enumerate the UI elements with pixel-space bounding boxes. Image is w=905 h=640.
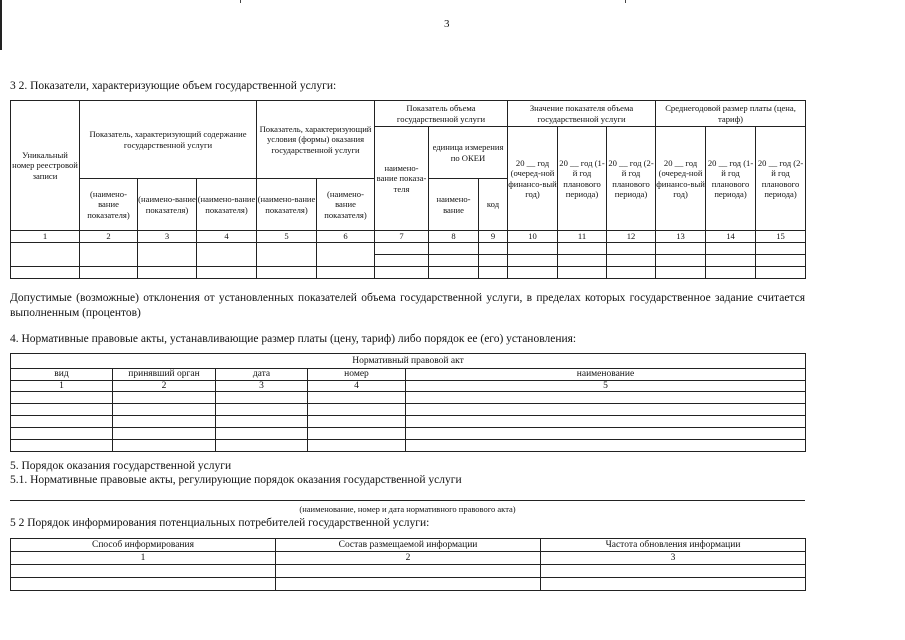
table-cell[interactable] <box>308 404 406 416</box>
table-cell[interactable] <box>508 255 558 267</box>
table-cell[interactable] <box>656 255 706 267</box>
table-cell[interactable] <box>756 267 806 279</box>
column-number: 7 <box>375 231 429 243</box>
header-indicator-name: наимено-вание показа-теля <box>375 127 429 231</box>
header-sub-indicator-name: (наимено-вание показателя) <box>80 179 138 231</box>
column-number: 10 <box>508 231 558 243</box>
table-cell[interactable] <box>756 243 806 255</box>
table-cell[interactable] <box>113 416 216 428</box>
table-cell[interactable] <box>11 404 113 416</box>
table-cell[interactable] <box>276 565 541 578</box>
table-cell[interactable] <box>541 578 806 591</box>
header-sub-indicator-name: (наимено-вание показателя) <box>317 179 375 231</box>
header-content-indicator: Показатель, характеризующий содержание государственной услуги <box>80 101 257 179</box>
table-cell[interactable] <box>429 267 479 279</box>
table-cell[interactable] <box>216 416 308 428</box>
table-cell[interactable] <box>558 255 607 267</box>
table-cell[interactable] <box>276 578 541 591</box>
table-cell[interactable] <box>558 243 607 255</box>
header-plan-year-1: 20 __ год (1-й год планового периода) <box>706 127 756 231</box>
header-current-year: 20 __ год (очеред-ной финансо-вый год) <box>508 127 558 231</box>
table-cell[interactable] <box>429 243 479 255</box>
column-number: 1 <box>11 552 276 565</box>
page-number: 3 <box>444 18 450 30</box>
column-number: 9 <box>479 231 508 243</box>
header-plan-year-1: 20 __ год (1-й год планового периода) <box>558 127 607 231</box>
table-cell[interactable] <box>406 392 806 404</box>
table-cell[interactable] <box>706 255 756 267</box>
table-cell[interactable] <box>80 243 138 267</box>
header-okei-name: наимено-вание <box>429 179 479 231</box>
table-cell[interactable] <box>113 392 216 404</box>
header-volume-indicator: Показатель объема государственной услуги <box>375 101 508 127</box>
column-number: 8 <box>429 231 479 243</box>
table-cell[interactable] <box>308 416 406 428</box>
table-cell[interactable] <box>257 267 317 279</box>
column-number: 2 <box>80 231 138 243</box>
table-cell[interactable] <box>656 267 706 279</box>
table-cell[interactable] <box>541 565 806 578</box>
header-plan-year-2: 20 __ год (2-й год планового периода) <box>607 127 656 231</box>
column-header: Способ информирования <box>11 539 276 552</box>
table-cell[interactable] <box>558 267 607 279</box>
header-volume-value: Значение показателя объема государственной услуги <box>508 101 656 127</box>
deviation-text: Допустимые (возможные) отклонения от установленных показателей объема государственной услуги, в пределах которых государственное задание считается выполненным (процентов) <box>10 292 805 319</box>
column-number: 5 <box>406 380 806 392</box>
top-margin-mark <box>625 0 626 3</box>
column-number: 15 <box>756 231 806 243</box>
table-cell[interactable] <box>508 243 558 255</box>
table-cell[interactable] <box>607 255 656 267</box>
table-cell[interactable] <box>197 243 257 267</box>
table-cell[interactable] <box>317 267 375 279</box>
table-cell[interactable] <box>308 428 406 440</box>
section-5-title: 5. Порядок оказания государственной услуги <box>10 460 232 472</box>
table-cell[interactable] <box>113 440 216 452</box>
header-sub-indicator-name: (наимено-вание показателя) <box>257 179 317 231</box>
table-cell[interactable] <box>706 243 756 255</box>
table-cell[interactable] <box>375 243 429 255</box>
table-cell[interactable] <box>706 267 756 279</box>
table-cell[interactable] <box>11 440 113 452</box>
column-header: принявший орган <box>113 369 216 381</box>
column-header: Состав размещаемой информации <box>276 539 541 552</box>
section-51-title: 5.1. Нормативные правовые акты, регулирующие порядок оказания государственной услуги <box>10 474 462 486</box>
table-cell[interactable] <box>607 243 656 255</box>
column-number: 6 <box>317 231 375 243</box>
section-52-title: 5 2 Порядок информирования потенциальных потребителей государственной услуги: <box>10 517 430 529</box>
table-cell[interactable] <box>375 255 429 267</box>
table-cell[interactable] <box>80 267 138 279</box>
header-okei-code: код <box>479 179 508 231</box>
column-number: 5 <box>257 231 317 243</box>
table-cell[interactable] <box>607 267 656 279</box>
table-cell[interactable] <box>308 440 406 452</box>
header-unique-number: Уникальный номер реестровой записи <box>11 101 80 231</box>
table-cell[interactable] <box>216 404 308 416</box>
table-cell[interactable] <box>429 255 479 267</box>
column-number: 1 <box>11 231 80 243</box>
header-conditions-indicator: Показатель, характеризующий условия (формы) оказания государственной услуги <box>257 101 375 179</box>
column-header: дата <box>216 369 308 381</box>
header-sub-indicator-name: (наимено-вание показателя) <box>197 179 257 231</box>
table-cell[interactable] <box>406 440 806 452</box>
column-number: 1 <box>11 380 113 392</box>
table-cell[interactable] <box>11 565 276 578</box>
table-cell[interactable] <box>479 243 508 255</box>
normative-act-caption: (наименование, номер и дата нормативного правового акта) <box>299 504 516 514</box>
table-cell[interactable] <box>508 267 558 279</box>
table-cell[interactable] <box>11 428 113 440</box>
header-sub-indicator-name: (наимено-вание показателя) <box>138 179 197 231</box>
table-cell[interactable] <box>756 255 806 267</box>
table-cell[interactable] <box>11 578 276 591</box>
table-cell[interactable] <box>216 392 308 404</box>
column-number: 2 <box>113 380 216 392</box>
table-cell[interactable] <box>197 267 257 279</box>
table-cell[interactable] <box>216 440 308 452</box>
volume-indicators-table <box>10 100 806 279</box>
left-margin-mark <box>0 0 2 50</box>
column-header: наименование <box>406 369 806 381</box>
column-header: Частота обновления информации <box>541 539 806 552</box>
table-cell[interactable] <box>656 243 706 255</box>
table-cell[interactable] <box>113 404 216 416</box>
column-number: 3 <box>216 380 308 392</box>
column-number: 4 <box>308 380 406 392</box>
table-cell[interactable] <box>11 416 113 428</box>
fill-in-line <box>10 500 805 501</box>
table-cell[interactable] <box>216 428 308 440</box>
section-32-title: 3 2. Показатели, характеризующие объем государственной услуги: <box>10 80 337 92</box>
normative-acts-table <box>10 353 806 452</box>
table-cell[interactable] <box>257 243 317 267</box>
table-cell[interactable] <box>479 255 508 267</box>
column-header: номер <box>308 369 406 381</box>
column-number: 3 <box>541 552 806 565</box>
table-cell[interactable] <box>406 404 806 416</box>
top-margin-mark <box>240 0 241 3</box>
table-cell[interactable] <box>11 392 113 404</box>
table-cell[interactable] <box>406 428 806 440</box>
table-cell[interactable] <box>375 267 429 279</box>
table-cell[interactable] <box>138 267 197 279</box>
header-current-year: 20 __ год (очеред-ной финансо-вый год) <box>656 127 706 231</box>
table-cell[interactable] <box>479 267 508 279</box>
header-average-payment: Среднегодовой размер платы (цена, тариф) <box>656 101 806 127</box>
table-cell[interactable] <box>406 416 806 428</box>
table-cell[interactable] <box>138 243 197 267</box>
column-number: 11 <box>558 231 607 243</box>
table-cell[interactable] <box>113 428 216 440</box>
column-number: 3 <box>138 231 197 243</box>
informing-table <box>10 538 806 591</box>
normative-act-header: Нормативный правовой акт <box>11 354 806 369</box>
table-cell[interactable] <box>11 243 80 267</box>
column-header: вид <box>11 369 113 381</box>
section-4-title: 4. Нормативные правовые акты, устанавливающие размер платы (цену, тариф) либо порядок ее (его) установления: <box>10 333 577 345</box>
table-cell[interactable] <box>317 243 375 267</box>
header-plan-year-2: 20 __ год (2-й год планового периода) <box>756 127 806 231</box>
column-number: 2 <box>276 552 541 565</box>
column-number: 14 <box>706 231 756 243</box>
table-cell[interactable] <box>11 267 80 279</box>
column-number: 13 <box>656 231 706 243</box>
header-okei-unit: единица измерения по ОКЕИ <box>429 127 508 179</box>
column-number: 12 <box>607 231 656 243</box>
table-cell[interactable] <box>308 392 406 404</box>
column-number: 4 <box>197 231 257 243</box>
